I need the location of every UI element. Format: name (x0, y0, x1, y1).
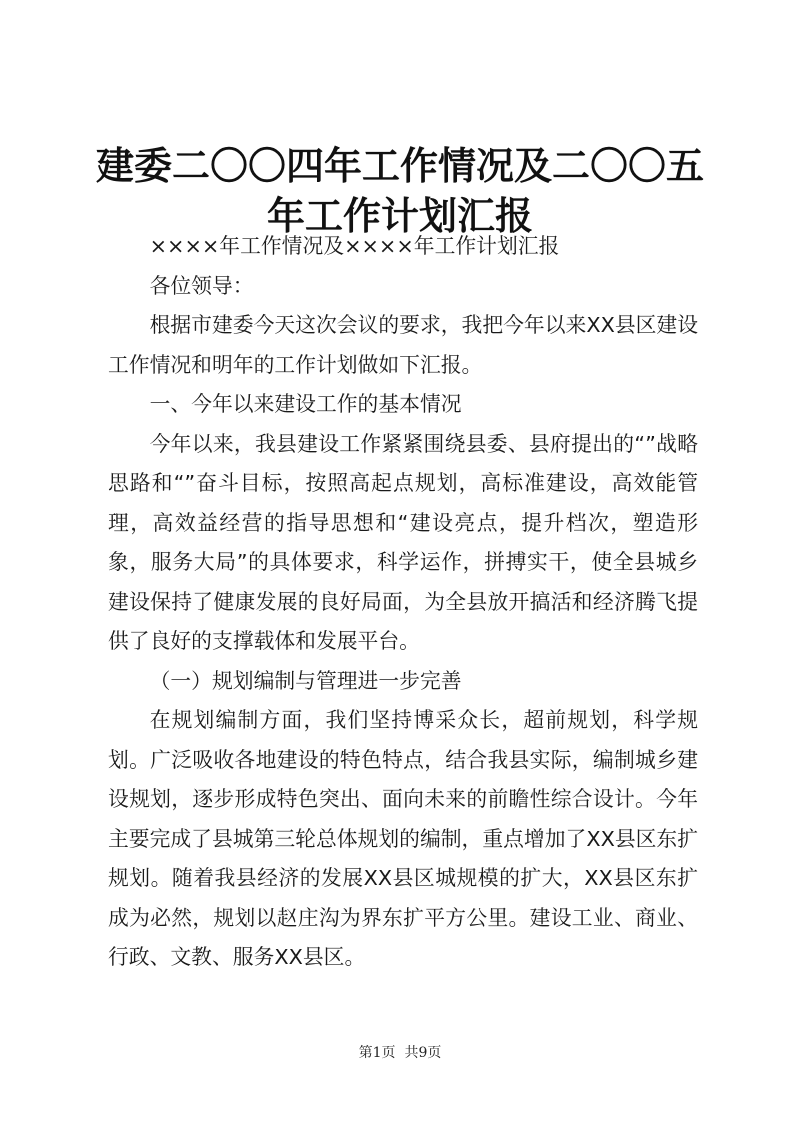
page-number: 第1页 (358, 1045, 396, 1061)
body-paragraph: 在规划编制方面，我们坚持博采众长，超前规划，科学规划。广泛吸收各地建设的特色特点，结合我县实际，编制城乡建设规划，逐步形成特色突出、面向未来的前瞻性综合设计。今年主要完成了县城第三轮总体规划的编制，重点增加了XX县区东扩规划。随着我县经济的发展XX县区城规模的扩大，XX县区东扩成为必然，规划以赵庄沟为界东扩平方公里。建设工业、商业、行政、文教、服务XX县区。 (108, 708, 699, 969)
salutation-paragraph: 各位领导： (149, 273, 254, 298)
document-body (108, 227, 698, 978)
page-total: 共9页 (404, 1045, 442, 1061)
intro-paragraph: 根据市建委今天这次会议的要求，我把今年以来XX县区建设工作情况和明年的工作计划做如下汇报。 (108, 313, 699, 377)
body-paragraph: 今年以来，我县建设工作紧紧围绕县委、县府提出的“”战略思路和“”奋斗目标，按照高起点规划，高标准建设，高效能管理，高效益经营的指导思想和“建设亮点，提升档次，塑造形象，服务大局”的具体要求，科学运作，拼搏实干，使全县城乡建设保持了健康发展的良好局面，为全县放开搞活和经济腾飞提供了良好的支撑载体和发展平台。 (108, 431, 698, 653)
document-title: 建委二〇〇四年工作情况及二〇〇五年工作计划汇报 (96, 143, 705, 238)
section-heading-1: 一、今年以来建设工作的基本情况 (149, 392, 462, 416)
page-footer (0, 1043, 800, 1063)
subsection-heading-1: （一）规划编制与管理进一步完善 (149, 668, 462, 693)
subtitle-paragraph: ××××年工作情况及××××年工作计划汇报 (149, 234, 560, 258)
